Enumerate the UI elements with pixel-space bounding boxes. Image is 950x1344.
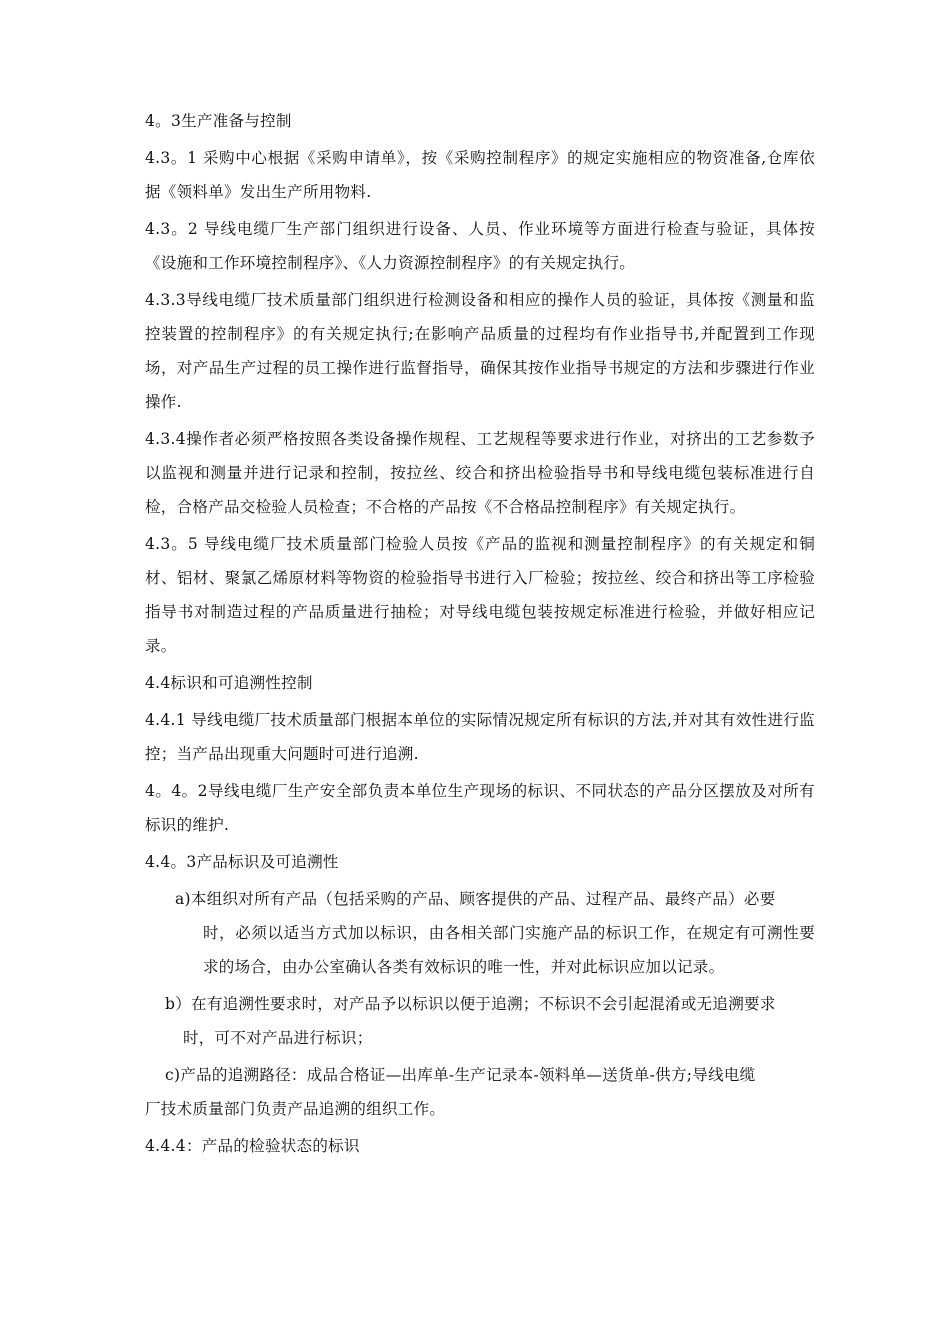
list-item-a-first-line: a)本组织对所有产品（包括采购的产品、顾客提供的产品、过程产品、最终产品）必要: [175, 890, 776, 908]
subheading-4-4-4: 4.4.4：产品的检验状态的标识: [145, 1137, 360, 1155]
paragraph-4-3-3: 4.3.3导线电缆厂技术质量部门组织进行检测设备和相应的操作人员的验证，具体按《测量和监控装置的控制程序》的有关规定执行;在影响产品质量的过程均有作业指导书,并配置到工作现场，对产品生产过程的员工操作进行监督指导，确保其按作业指导书规定的方法和步骤进行作业操作.: [145, 291, 815, 411]
list-item-c: [145, 1058, 815, 1126]
subheading-4-4-3: 4.4。3产品标识及可追溯性: [145, 853, 339, 871]
document-body: [145, 104, 815, 1166]
paragraph-4-3-5: 4.3。5 导线电缆厂技术质量部门检验人员按《产品的监视和测量控制程序》的有关规定和铜材、铝材、聚氯乙烯原材料等物资的检验指导书进行入厂检验；按拉丝、绞合和挤出等工序检验指导书对制造过程的产品质量进行抽检；对导线电缆包装按规定标准进行检验，并做好相应记录。: [145, 535, 815, 655]
list-item-c-continuation: 厂技术质量部门负责产品追溯的组织工作。: [145, 1100, 446, 1118]
paragraph-4-3-1: 4.3。1 采购中心根据《采购申请单》，按《采购控制程序》的规定实施相应的物资准备,仓库依据《领料单》发出生产所用物料.: [145, 149, 815, 201]
list-item-c-first-line: c)产品的追溯路径：成品合格证—出库单-生产记录本-领料单—送货单-供方;导线电缆: [165, 1066, 756, 1084]
paragraph-4-4-2: 4。4。2导线电缆厂生产安全部负责本单位生产现场的标识、不同状态的产品分区摆放及对所有标识的维护.: [145, 782, 815, 834]
paragraph-4-3-2: 4.3。2 导线电缆厂生产部门组织进行设备、人员、作业环境等方面进行检查与验证，具体按《设施和工作环境控制程序》、《人力资源控制程序》的有关规定执行。: [145, 220, 815, 272]
list-item-a-continuation: 时，必须以适当方式加以标识，由各相关部门实施产品的标识工作，在规定有可溯性要求的场合，由办公室确认各类有效标识的唯一性，并对此标识应加以记录。: [203, 924, 815, 976]
list-item-b: [165, 987, 815, 1055]
list-item-a: [175, 882, 815, 984]
section-heading-4-4: 4.4标识和可追溯性控制: [145, 674, 313, 692]
section-heading-4-3: 4。3生产准备与控制: [145, 112, 292, 130]
list-item-b-first-line: b）在有追溯性要求时，对产品予以标识以便于追溯；不标识不会引起混淆或无追溯要求: [165, 995, 776, 1013]
list-item-b-continuation: 时，可不对产品进行标识；: [183, 1029, 373, 1047]
paragraph-4-4-1: 4.4.1 导线电缆厂技术质量部门根据本单位的实际情况规定所有标识的方法,并对其有效性进行监控；当产品出现重大问题时可进行追溯.: [145, 711, 815, 763]
paragraph-4-3-4: 4.3.4操作者必须严格按照各类设备操作规程、工艺规程等要求进行作业，对挤出的工艺参数予以监视和测量并进行记录和控制，按拉丝、绞合和挤出检验指导书和导线电缆包装标准进行自检，合格产品交检验人员检查；不合格的产品按《不合格品控制程序》有关规定执行。: [145, 430, 815, 516]
